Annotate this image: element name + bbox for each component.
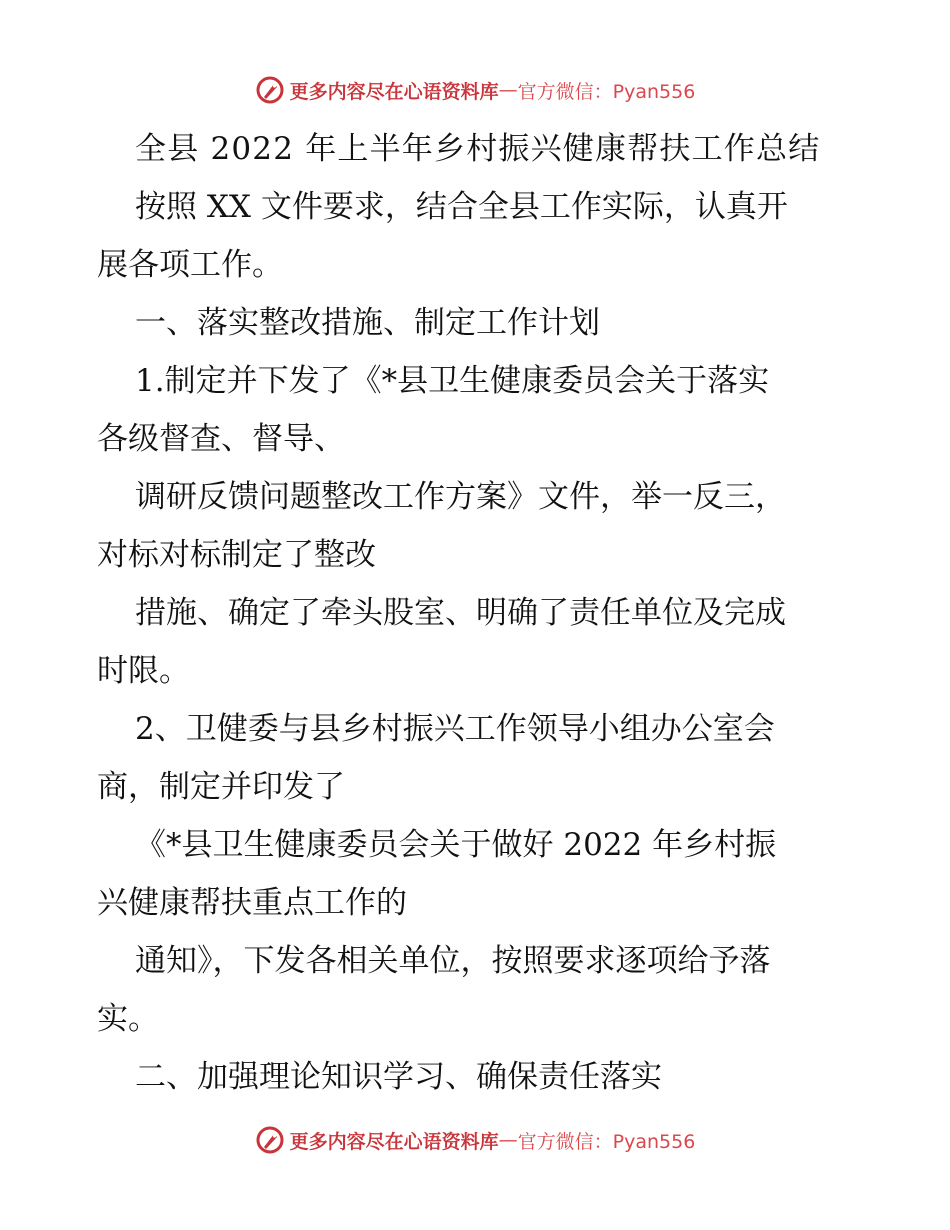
watermark-separator: — <box>498 79 518 101</box>
watermark-text: 更多内容尽在心语资料库 <box>289 80 499 103</box>
paragraph-line: 实。 <box>97 1001 159 1037</box>
paragraph-line: 1.制定并下发了《*县卫生健康委员会关于落实 <box>135 363 770 399</box>
document-body <box>97 120 857 1106</box>
section-heading: 一、落实整改措施、制定工作计划 <box>135 305 600 341</box>
paragraph-line: 兴健康帮扶重点工作的 <box>97 885 407 921</box>
paragraph-line: 措施、确定了牵头股室、明确了责任单位及完成 <box>135 595 786 631</box>
section-heading: 二、加强理论知识学习、确保责任落实 <box>135 1059 662 1095</box>
paragraph-line: 《*县卫生健康委员会关于做好 2022 年乡村振 <box>135 827 777 863</box>
paragraph-line: 对标对标制定了整改 <box>97 537 376 573</box>
paragraph-line: 各级督查、督导、 <box>97 421 345 457</box>
watermark-contact: 官方微信：Pyan556 <box>517 1130 696 1153</box>
paragraph-line: 时限。 <box>97 653 190 689</box>
paragraph-line: 展各项工作。 <box>97 247 283 283</box>
paragraph-line: 调研反馈问题整改工作方案》文件，举一反三， <box>135 479 786 515</box>
document-title: 全县 2022 年上半年乡村振兴健康帮扶工作总结 <box>135 131 821 167</box>
paragraph-line: 2、卫健委与县乡村振兴工作领导小组办公室会 <box>135 711 775 747</box>
footer-watermark <box>0 1120 950 1160</box>
watermark-text: 更多内容尽在心语资料库 <box>289 1130 499 1153</box>
paragraph-line: 通知》，下发各相关单位，按照要求逐项给予落 <box>135 943 771 979</box>
watermark-separator: — <box>498 1129 518 1151</box>
pen-nib-logo-icon <box>255 1125 285 1155</box>
header-watermark <box>0 70 950 110</box>
pen-nib-logo-icon <box>255 75 285 105</box>
watermark-contact: 官方微信：Pyan556 <box>517 80 696 103</box>
paragraph-line: 商，制定并印发了 <box>97 769 345 805</box>
paragraph-line: 按照 XX 文件要求，结合全县工作实际，认真开 <box>135 189 788 225</box>
